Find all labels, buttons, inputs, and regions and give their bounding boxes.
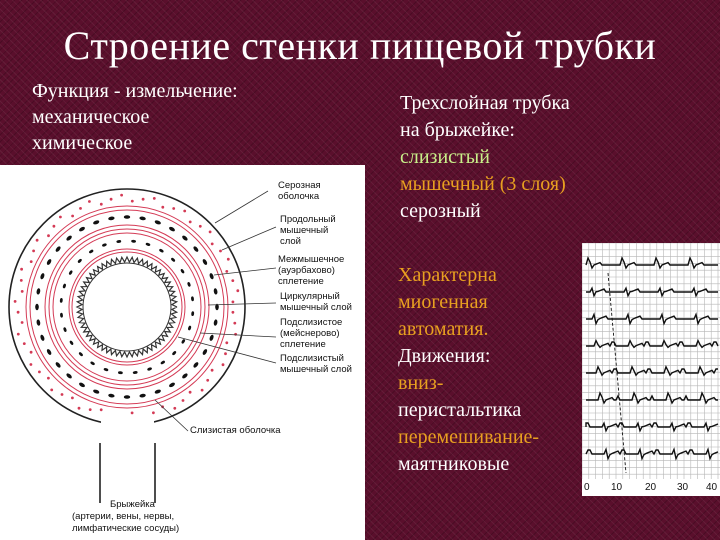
serosa-dot — [211, 243, 214, 246]
label-submuc-1: Подслизистое — [280, 317, 343, 328]
serosa-dot — [232, 311, 235, 314]
label-mesentery-3: лимфатические сосуды) — [72, 523, 180, 534]
label-long-1: Продольный — [280, 214, 336, 225]
serosa-dot — [189, 391, 192, 394]
automation-line-6: перистальтика — [398, 399, 522, 421]
serosa-dot — [222, 363, 225, 366]
electrogram-trace — [586, 258, 718, 268]
plexus-node — [124, 395, 130, 399]
serosa-dot — [100, 408, 103, 411]
serosa-dot — [233, 322, 236, 325]
serosa-dot — [36, 239, 39, 242]
serosa-dot — [209, 231, 212, 234]
label-mucosa: Слизистая оболочка — [190, 425, 281, 436]
serosa-dot — [21, 321, 24, 324]
serosa-dot — [20, 279, 23, 282]
serosa-dot — [183, 210, 186, 213]
serosa-dot — [23, 342, 26, 345]
serosa-dot — [78, 407, 81, 410]
serosa-dot — [120, 194, 123, 197]
axis-tick-40: 40 — [706, 482, 718, 493]
serosa-dot — [30, 363, 33, 366]
automation-line-3: автоматия. — [398, 318, 489, 340]
serosa-dot — [79, 207, 82, 210]
serosa-dot — [30, 260, 33, 263]
serosa-dot — [211, 369, 214, 372]
serosa-dot — [89, 408, 92, 411]
serosa-dot — [219, 250, 222, 253]
serosa-dot — [32, 250, 35, 253]
label-long-2: мышечный — [280, 225, 329, 236]
label-inter-1: Межмышечное — [278, 254, 345, 265]
layers-intro-2: на брыжейке: — [400, 119, 515, 141]
serosa-dot — [71, 397, 74, 400]
electrogram-trace — [586, 367, 718, 375]
wall-cross-section-diagram — [0, 165, 365, 540]
serosa-dot — [142, 198, 145, 201]
axis-tick-0: 0 — [584, 482, 590, 493]
label-submuc-3: сплетение — [280, 339, 326, 350]
serosa-dot — [189, 221, 192, 224]
electrogram-trace — [586, 393, 718, 403]
automation-line-5: вниз- — [398, 372, 444, 394]
serosa-dot — [182, 399, 185, 402]
function-chemical: химическое — [32, 132, 133, 154]
serosa-dot — [206, 379, 209, 382]
electrogram-axis-labels — [584, 482, 718, 493]
function-heading: Функция - измельчение: — [32, 80, 238, 102]
serosa-dot — [110, 198, 113, 201]
axis-tick-20: 20 — [645, 482, 657, 493]
serosa-dot — [152, 411, 155, 414]
serosa-dot — [47, 377, 50, 380]
function-text-block — [32, 78, 238, 156]
label-submucm-1: Подслизистый — [280, 353, 344, 364]
serosa-dot — [231, 279, 234, 282]
serosa-dot — [236, 289, 239, 292]
serosa-dot — [14, 300, 17, 303]
serosa-dot — [59, 216, 62, 219]
serosa-dot — [199, 225, 202, 228]
serosa-dot — [88, 200, 91, 203]
serosa-dot — [225, 270, 228, 273]
electrogram-trace — [586, 341, 718, 348]
cross-section-svg — [0, 165, 365, 540]
electrogram-traces — [586, 258, 718, 459]
serosa-dot — [30, 351, 33, 354]
serosa-dot — [201, 389, 204, 392]
electrogram-grid — [582, 243, 720, 479]
layer-mucosa: слизистый — [400, 146, 490, 168]
serosa-dot — [225, 341, 228, 344]
serosa-dot — [17, 333, 20, 336]
label-serosa-1: Серозная — [278, 180, 321, 191]
function-mechanical: механическое — [32, 106, 150, 128]
serosa-dot — [71, 215, 74, 218]
label-long-3: слой — [280, 236, 301, 247]
layers-intro-1: Трехслойная трубка — [400, 92, 570, 114]
label-circ-1: Циркулярный — [280, 291, 340, 302]
label-mesentery-1: Брыжейка — [110, 499, 155, 510]
automation-line-1: Характерна — [398, 264, 497, 286]
electrogram-panel — [582, 243, 720, 496]
stalk-gap — [101, 420, 154, 428]
serosa-dot — [61, 393, 64, 396]
automation-line-4: Движения: — [398, 345, 491, 367]
serosa-dot — [173, 407, 176, 410]
automation-line-7: перемешивание- — [398, 426, 540, 448]
automation-line-2: миогенная — [398, 291, 488, 313]
mesentery-stalk — [100, 443, 155, 503]
plexus-node — [35, 304, 39, 310]
electrogram-trace — [586, 288, 718, 296]
serosa-dot — [53, 225, 56, 228]
serosa-dot — [224, 352, 227, 355]
electrogram-svg — [582, 243, 720, 496]
layers-text-block — [400, 90, 570, 225]
serosa-dot — [131, 412, 134, 415]
serosa-dot — [131, 200, 134, 203]
label-serosa-2: оболочка — [278, 191, 320, 202]
layer-serosa: серозный — [400, 200, 481, 222]
serosa-dot — [172, 207, 175, 210]
label-submuc-2: (мейснерово) — [280, 328, 340, 339]
label-inter-3: сплетение — [278, 276, 324, 287]
layer-muscular: мышечный (3 слоя) — [400, 173, 566, 195]
lumen — [83, 263, 171, 351]
label-mesentery-2: (артерии, вены, нервы, — [72, 511, 175, 522]
serosa-dot — [227, 258, 230, 261]
label-submucm-2: мышечный слой — [280, 364, 352, 375]
label-inter-2: (ауэрбахово) — [278, 265, 335, 276]
automation-text-block — [398, 262, 539, 478]
slide-title: Строение стенки пищевой трубки — [63, 23, 657, 68]
serosa-dot — [21, 290, 24, 293]
axis-tick-30: 30 — [677, 482, 689, 493]
label-circ-2: мышечный слой — [280, 302, 352, 313]
plexus-node — [124, 215, 130, 219]
automation-line-8: маятниковые — [398, 453, 510, 475]
serosa-dot — [100, 203, 103, 206]
serosa-dot — [50, 389, 53, 392]
serosa-dot — [20, 268, 23, 271]
serosa-dot — [17, 311, 20, 314]
serosa-dot — [232, 301, 235, 304]
electrogram-trace — [586, 314, 718, 323]
serosa-dot — [38, 371, 41, 374]
serosa-dot — [47, 234, 50, 237]
serosa-dot — [153, 197, 156, 200]
axis-tick-10: 10 — [611, 482, 623, 493]
serosa-dot — [161, 206, 164, 209]
